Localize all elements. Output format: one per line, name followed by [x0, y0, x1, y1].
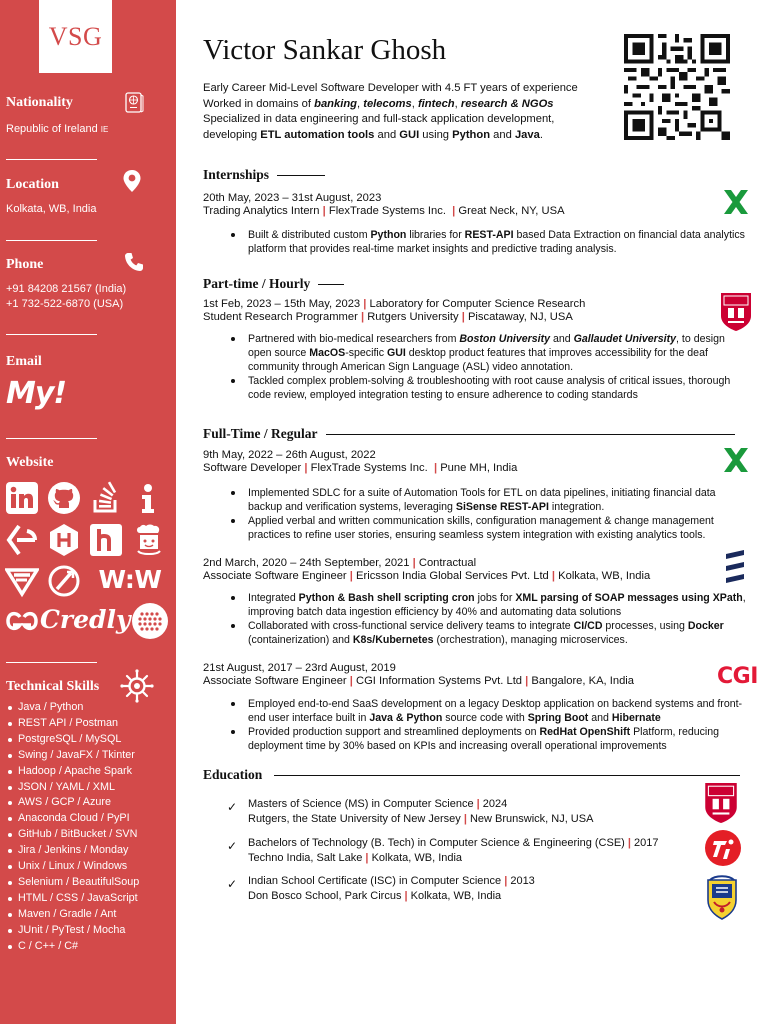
wiki-icon[interactable]: W:W — [98, 565, 162, 594]
job-header: 2nd March, 2020 – 24th September, 2021 | Contractual — [203, 557, 477, 569]
phone-usa[interactable]: +1 732-522-6870 (USA) — [6, 298, 124, 310]
divider — [6, 438, 97, 439]
check-icon: ✓ — [227, 800, 238, 814]
linkedin-icon[interactable] — [5, 481, 39, 515]
summary-line: Early Career Mid-Level Software Developer with 4.5 FT years of experience — [203, 82, 578, 94]
github-icon[interactable] — [47, 481, 81, 515]
check-icon: ✓ — [227, 877, 238, 891]
section-title: Internships — [203, 167, 270, 182]
skill-item: Selenium / BeautifulSoup — [8, 875, 139, 891]
phone-heading: Phone — [6, 257, 44, 272]
job-bullets — [248, 486, 748, 542]
nationality-value — [6, 122, 108, 137]
hackerrank-icon[interactable] — [47, 523, 81, 557]
techno-india-logo — [704, 829, 742, 867]
nationality-code: IE — [100, 125, 109, 134]
dots-grid-icon[interactable] — [131, 602, 169, 640]
info-icon[interactable] — [131, 481, 165, 515]
nationality-heading: Nationality — [6, 95, 73, 110]
divider — [6, 662, 97, 663]
passport-icon — [121, 89, 147, 115]
internship-bullets — [248, 228, 748, 256]
skill-item: PostgreSQL / MySQL — [8, 732, 139, 748]
technical-skills-list — [8, 700, 139, 955]
bullet-item: Partnered with bio-medical researchers from Boston University and Gallaudet University, to design open source MacOS-specific GUI desktop product features that improves accessibility for the deaf community through American Sign Language (ASL) video annotation. — [248, 332, 748, 374]
job-role: Software Developer | FlexTrade Systems Inc. | Pune MH, India — [203, 462, 518, 474]
skill-item: GitHub / BitBucket / SVN — [8, 827, 139, 843]
bullet-item: Provided production support and streamlined deployments on RedHat OpenShift Platform, reducing deployment time by 30% based on KPIs and increasing overall operational improvements — [248, 725, 748, 753]
nationality-text: Republic of Ireland — [6, 123, 98, 135]
website-heading: Website — [6, 455, 54, 470]
skill-item: Hadoop / Apache Spark — [8, 764, 139, 780]
gear-cog-icon — [119, 668, 155, 704]
check-icon: ✓ — [227, 839, 238, 853]
freecodecamp-icon[interactable] — [5, 564, 39, 598]
email-myspace-logo[interactable]: My! — [6, 376, 67, 411]
section-title: Part-time / Hourly — [203, 276, 311, 291]
section-rule — [277, 175, 325, 176]
flextrade-logo — [722, 446, 750, 474]
job-dates: 9th May, 2022 – 26th August, 2022 — [203, 449, 376, 461]
skill-item: Jira / Jenkins / Monday — [8, 843, 139, 859]
parttime-bullets — [248, 332, 748, 402]
codewars-icon[interactable] — [47, 564, 81, 598]
divider — [6, 159, 97, 160]
skill-item: Swing / JavaFX / Tkinter — [8, 748, 139, 764]
section-rule — [326, 434, 735, 435]
job-bullets — [248, 591, 748, 647]
bullet-item: Built & distributed custom Python libraries for REST-API based Data Extraction on financial data analytics platform that provides real-time market insights and predictive trading analysis. — [248, 228, 748, 256]
education-text: Bachelors of Technology (B. Tech) in Computer Science & Engineering (CSE) | 2017 Techno India, Salt Lake | Kolkata, WB, India — [248, 837, 659, 864]
codechef-icon[interactable] — [5, 523, 39, 557]
education-text: Masters of Science (MS) in Computer Science | 2024 Rutgers, the State University of New Jersey | New Brunswick, NJ, USA — [248, 798, 594, 825]
divider — [6, 240, 97, 241]
section-title: Education — [203, 767, 263, 782]
email-heading: Email — [6, 354, 42, 369]
location-pin-icon — [122, 169, 142, 193]
skill-item: AWS / GCP / Azure — [8, 795, 139, 811]
divider — [6, 334, 97, 335]
full-name: Victor Sankar Ghosh — [203, 34, 447, 66]
skill-item: C / C++ / C# — [8, 939, 139, 955]
skill-item: JSON / YAML / XML — [8, 780, 139, 796]
bullet-item: Employed end-to-end SaaS development on a legacy Desktop application on backend systems and front-end user interface built in Java & Python source code with Spring Boot and Hibernate — [248, 697, 748, 725]
skill-item: HTML / CSS / JavaScript — [8, 891, 139, 907]
phone-icon — [123, 251, 145, 273]
technical-skills-heading: Technical Skills — [6, 679, 100, 694]
summary-line: developing ETL automation tools and GUI using Python and Java. — [203, 128, 543, 141]
location-heading: Location — [6, 177, 59, 192]
rutgers-logo — [720, 292, 752, 332]
location-value: Kolkata, WB, India — [6, 203, 97, 215]
flextrade-logo — [722, 188, 750, 216]
skill-item: Maven / Gradle / Ant — [8, 907, 139, 923]
professional-summary — [203, 81, 613, 143]
summary-line: Worked in domains of banking, telecoms, fintech, research & NGOs — [203, 97, 554, 110]
credly-icon[interactable]: Credly — [40, 605, 131, 634]
job-role: Associate Software Engineer | CGI Information Systems Pvt. Ltd | Bangalore, KA, India — [203, 675, 635, 687]
job-dates: 21st August, 2017 – 23rd August, 2019 — [203, 662, 396, 674]
bullet-item: Tackled complex problem-solving & troubleshooting with root cause analysis of critical issues, thorough code review, employed integration testing to ensure adherence to coding standards — [248, 374, 748, 402]
section-part-time — [203, 276, 344, 292]
internship-dates: 20th May, 2023 – 31st August, 2023 — [203, 192, 382, 204]
phone-india[interactable]: +91 84208 21567 (India) — [6, 283, 127, 295]
cgi-logo: CGI — [717, 664, 758, 689]
qr-code-icon[interactable] — [624, 34, 730, 140]
section-rule — [274, 775, 740, 776]
kaggle-icon[interactable] — [131, 523, 165, 557]
section-internships — [203, 167, 325, 183]
sidebar — [0, 0, 176, 1024]
geeksforgeeks-icon[interactable] — [5, 604, 39, 638]
internship-role: Trading Analytics Intern | FlexTrade Systems Inc. | Great Neck, NY, USA — [203, 205, 565, 217]
ericsson-logo — [724, 549, 746, 585]
skill-item: REST API / Postman — [8, 716, 139, 732]
don-bosco-logo — [705, 874, 739, 920]
hashnode-icon[interactable] — [89, 523, 123, 557]
summary-line: Specialized in data engineering and full-stack application development, — [203, 113, 555, 126]
job-role: Associate Software Engineer | Ericsson India Global Services Pvt. Ltd | Kolkata, WB, India — [203, 570, 651, 582]
section-education — [203, 767, 740, 783]
skill-item: Anaconda Cloud / PyPI — [8, 811, 139, 827]
section-full-time — [203, 426, 735, 442]
skill-item: Java / Python — [8, 700, 139, 716]
section-title: Full-Time / Regular — [203, 426, 318, 441]
monogram: VSG — [48, 21, 103, 51]
monogram-box — [39, 0, 112, 73]
bullet-item: Implemented SDLC for a suite of Automation Tools for ETL on data pipelines, initiating financial data backup and verification systems, leveraging SiSense REST-API integration. — [248, 486, 748, 514]
parttime-role: Student Research Programmer | Rutgers University | Piscataway, NJ, USA — [203, 311, 573, 323]
education-text: Indian School Certificate (ISC) in Computer Science | 2013 Don Bosco School, Park Circus | Kolkata, WB, India — [248, 875, 535, 902]
parttime-header: 1st Feb, 2023 – 15th May, 2023 | Laboratory for Computer Science Research — [203, 298, 586, 310]
bullet-item: Collaborated with cross-functional service delivery teams to integrate CI/CD processes, using Docker (containerization) and K8s/Kubernetes (orchestration), managing microservices. — [248, 619, 748, 647]
stackoverflow-icon[interactable] — [89, 481, 123, 515]
bullet-item: Applied verbal and written communication skills, configuration management & change management practices to refine user stories, ensuring seamless system integration with existing analytics tools. — [248, 514, 748, 542]
section-rule — [318, 284, 344, 285]
bullet-item: Integrated Python & Bash shell scripting cron jobs for XML parsing of SOAP messages using XPath, improving batch data ingestion efficiency by 40% and automating data solutions — [248, 591, 748, 619]
skill-item: Unix / Linux / Windows — [8, 859, 139, 875]
skill-item: JUnit / PyTest / Mocha — [8, 923, 139, 939]
job-bullets — [248, 697, 748, 753]
rutgers-logo — [704, 782, 738, 824]
